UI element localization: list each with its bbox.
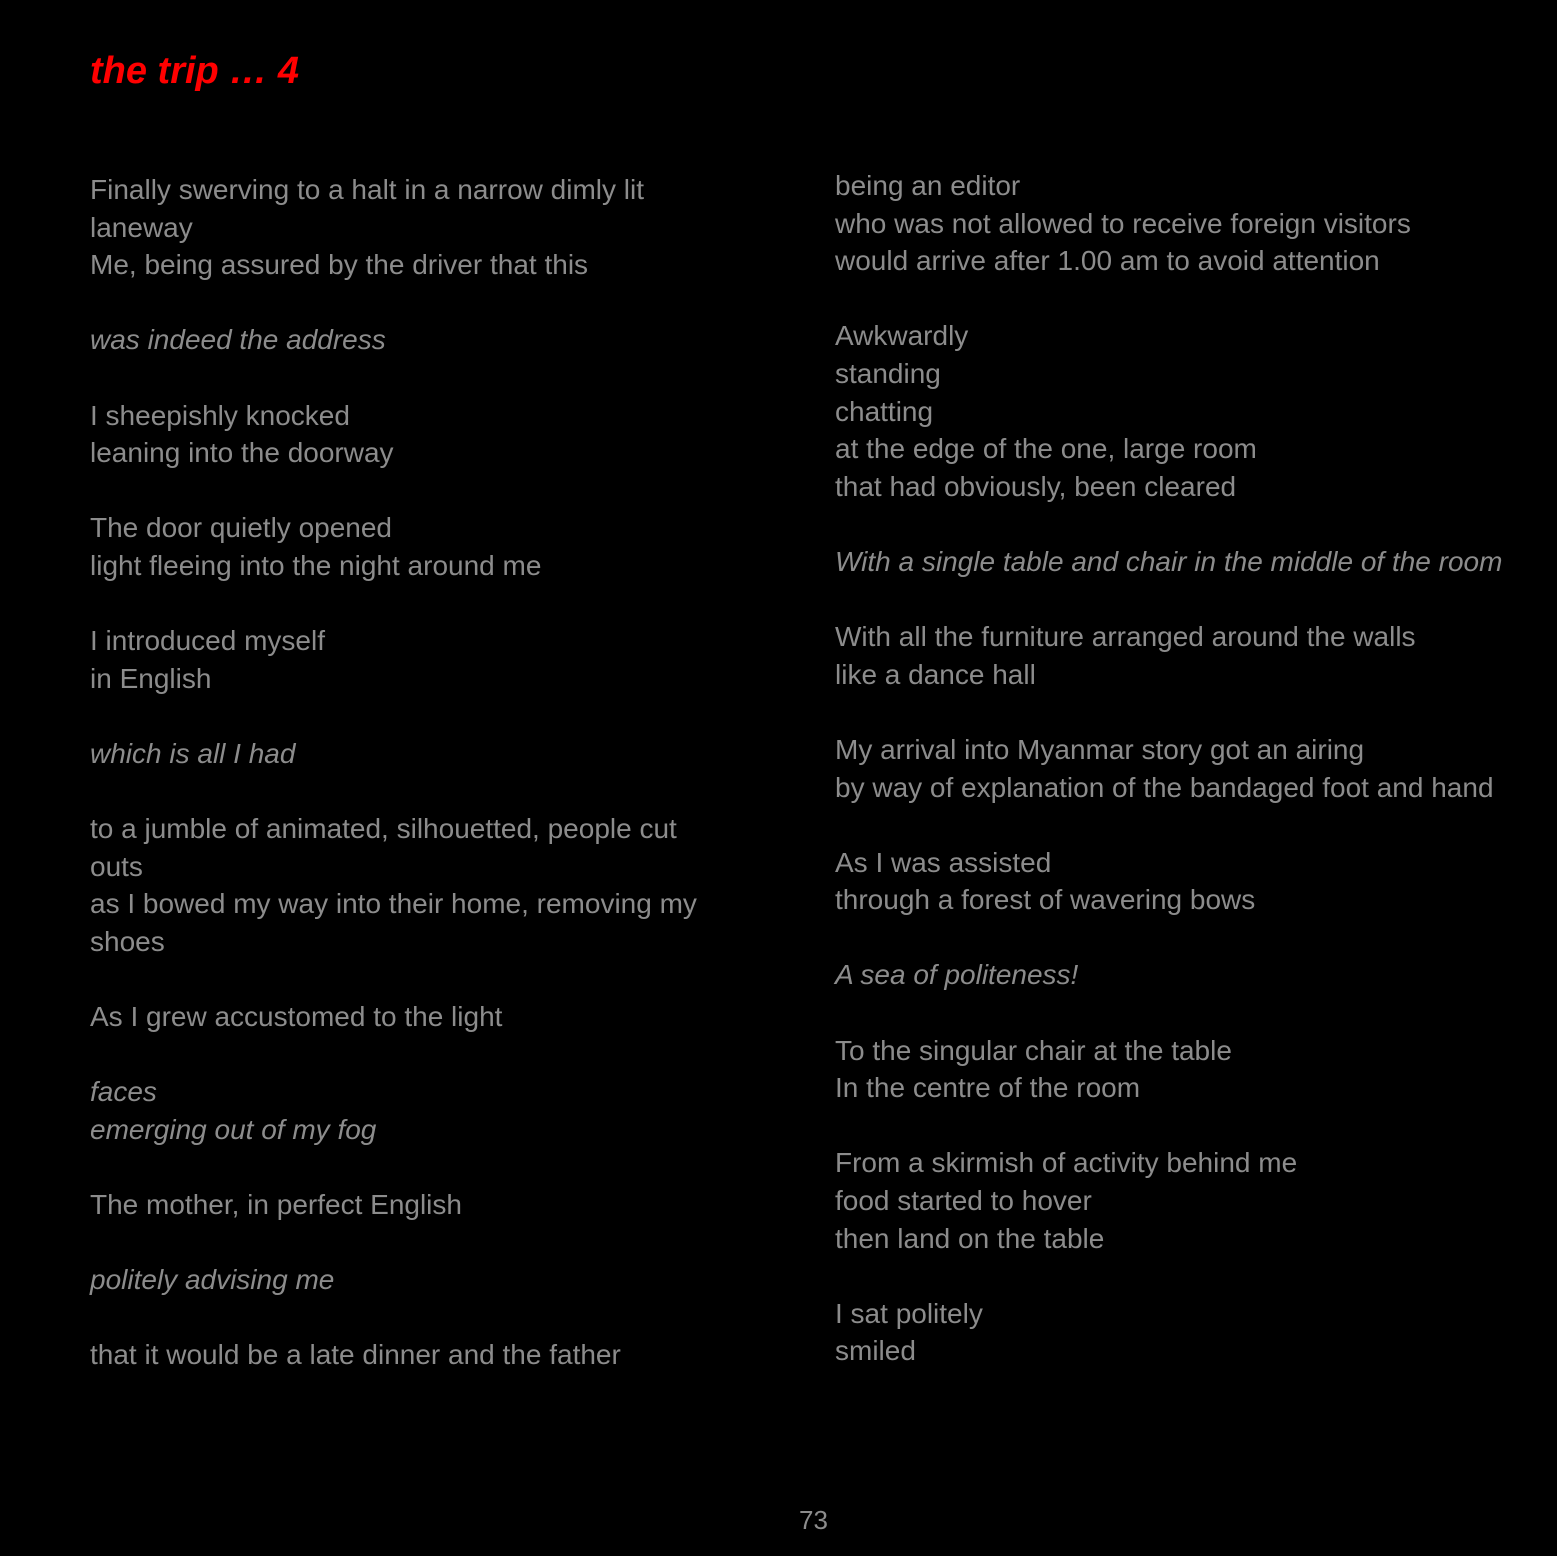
poem-line: leaning into the doorway bbox=[90, 437, 394, 469]
poem-line: through a forest of wavering bows bbox=[835, 884, 1256, 916]
poem-line: chatting bbox=[835, 395, 934, 427]
stanza-break bbox=[835, 693, 1535, 731]
poem-line: The mother, in perfect English bbox=[90, 1189, 462, 1221]
stanza-break bbox=[90, 284, 730, 322]
poem-line-italic: emerging out of my fog bbox=[90, 1113, 377, 1145]
poem-line: I sheepishly knocked bbox=[90, 399, 350, 431]
stanza-break bbox=[835, 994, 1535, 1032]
page-title: the trip … 4 bbox=[90, 50, 300, 92]
stanza-break bbox=[90, 1148, 730, 1186]
poem-line: that had obviously, been cleared bbox=[835, 470, 1237, 502]
poem-line-italic: politely advising me bbox=[90, 1264, 335, 1296]
poem-line: Me, being assured by the driver that this bbox=[90, 249, 589, 281]
stanza-break bbox=[90, 1224, 730, 1262]
poem-line: From a skirmish of activity behind me bbox=[835, 1147, 1298, 1179]
page-number: 73 bbox=[799, 1505, 828, 1535]
poem-line: As I was assisted bbox=[835, 846, 1052, 878]
poem-line: With all the furniture arranged around the walls bbox=[835, 621, 1416, 653]
poem-line: by way of explanation of the bandaged foot and hand bbox=[835, 771, 1494, 803]
stanza-break bbox=[835, 806, 1535, 844]
poem-line: laneway bbox=[90, 211, 193, 243]
poem-column-left bbox=[90, 171, 730, 1374]
stanza-break bbox=[90, 1036, 730, 1074]
poem-line: Awkwardly bbox=[835, 320, 969, 352]
poem-line: at the edge of the one, large room bbox=[835, 433, 1257, 465]
poem-line: My arrival into Myanmar story got an airing bbox=[835, 733, 1365, 765]
stanza-break bbox=[90, 697, 730, 735]
poem-line: The door quietly opened bbox=[90, 512, 392, 544]
poem-line-italic: A sea of politeness! bbox=[835, 959, 1079, 991]
poem-line: in English bbox=[90, 662, 212, 694]
poem-line: outs bbox=[90, 850, 143, 882]
stanza-break bbox=[835, 505, 1535, 543]
stanza-break bbox=[835, 581, 1535, 619]
poem-line-italic: was indeed the address bbox=[90, 324, 386, 356]
poem-line: as I bowed my way into their home, removing my bbox=[90, 888, 697, 920]
poem-line: To the singular chair at the table bbox=[835, 1034, 1232, 1066]
stanza-break bbox=[90, 585, 730, 623]
poem-line: As I grew accustomed to the light bbox=[90, 1001, 503, 1033]
stanza-break bbox=[90, 960, 730, 998]
stanza-break bbox=[835, 280, 1535, 318]
poem-line: standing bbox=[835, 357, 941, 389]
stanza-break bbox=[835, 1257, 1535, 1295]
poem-line: like a dance hall bbox=[835, 658, 1036, 690]
stanza-break bbox=[835, 1107, 1535, 1145]
poem-line-italic: which is all I had bbox=[90, 737, 296, 769]
poem-line: I introduced myself bbox=[90, 625, 325, 657]
poem-line: being an editor bbox=[835, 170, 1021, 201]
poem-line: Finally swerving to a halt in a narrow dimly lit bbox=[90, 174, 644, 205]
stanza-break bbox=[90, 359, 730, 397]
stanza-break bbox=[835, 919, 1535, 957]
poem-line-italic: faces bbox=[90, 1076, 157, 1108]
poem-line: I sat politely bbox=[835, 1297, 983, 1329]
poem-line: would arrive after 1.00 am to avoid attention bbox=[835, 245, 1380, 277]
poem-line: shoes bbox=[90, 925, 165, 957]
poem-line: that it would be a late dinner and the father bbox=[90, 1339, 621, 1371]
poem-line: to a jumble of animated, silhouetted, people cut bbox=[90, 813, 677, 845]
poem-line-italic: With a single table and chair in the middle of the room bbox=[835, 545, 1503, 577]
poem-line: smiled bbox=[835, 1335, 916, 1367]
stanza-break bbox=[90, 1299, 730, 1337]
poem-line: then land on the table bbox=[835, 1222, 1105, 1254]
poem-line: light fleeing into the night around me bbox=[90, 549, 542, 581]
poem-column-right bbox=[835, 167, 1535, 1370]
poem-line: In the centre of the room bbox=[835, 1072, 1141, 1104]
poem-line: who was not allowed to receive foreign visitors bbox=[835, 207, 1411, 239]
stanza-break bbox=[90, 773, 730, 811]
poem-line: food started to hover bbox=[835, 1185, 1092, 1217]
stanza-break bbox=[90, 472, 730, 510]
